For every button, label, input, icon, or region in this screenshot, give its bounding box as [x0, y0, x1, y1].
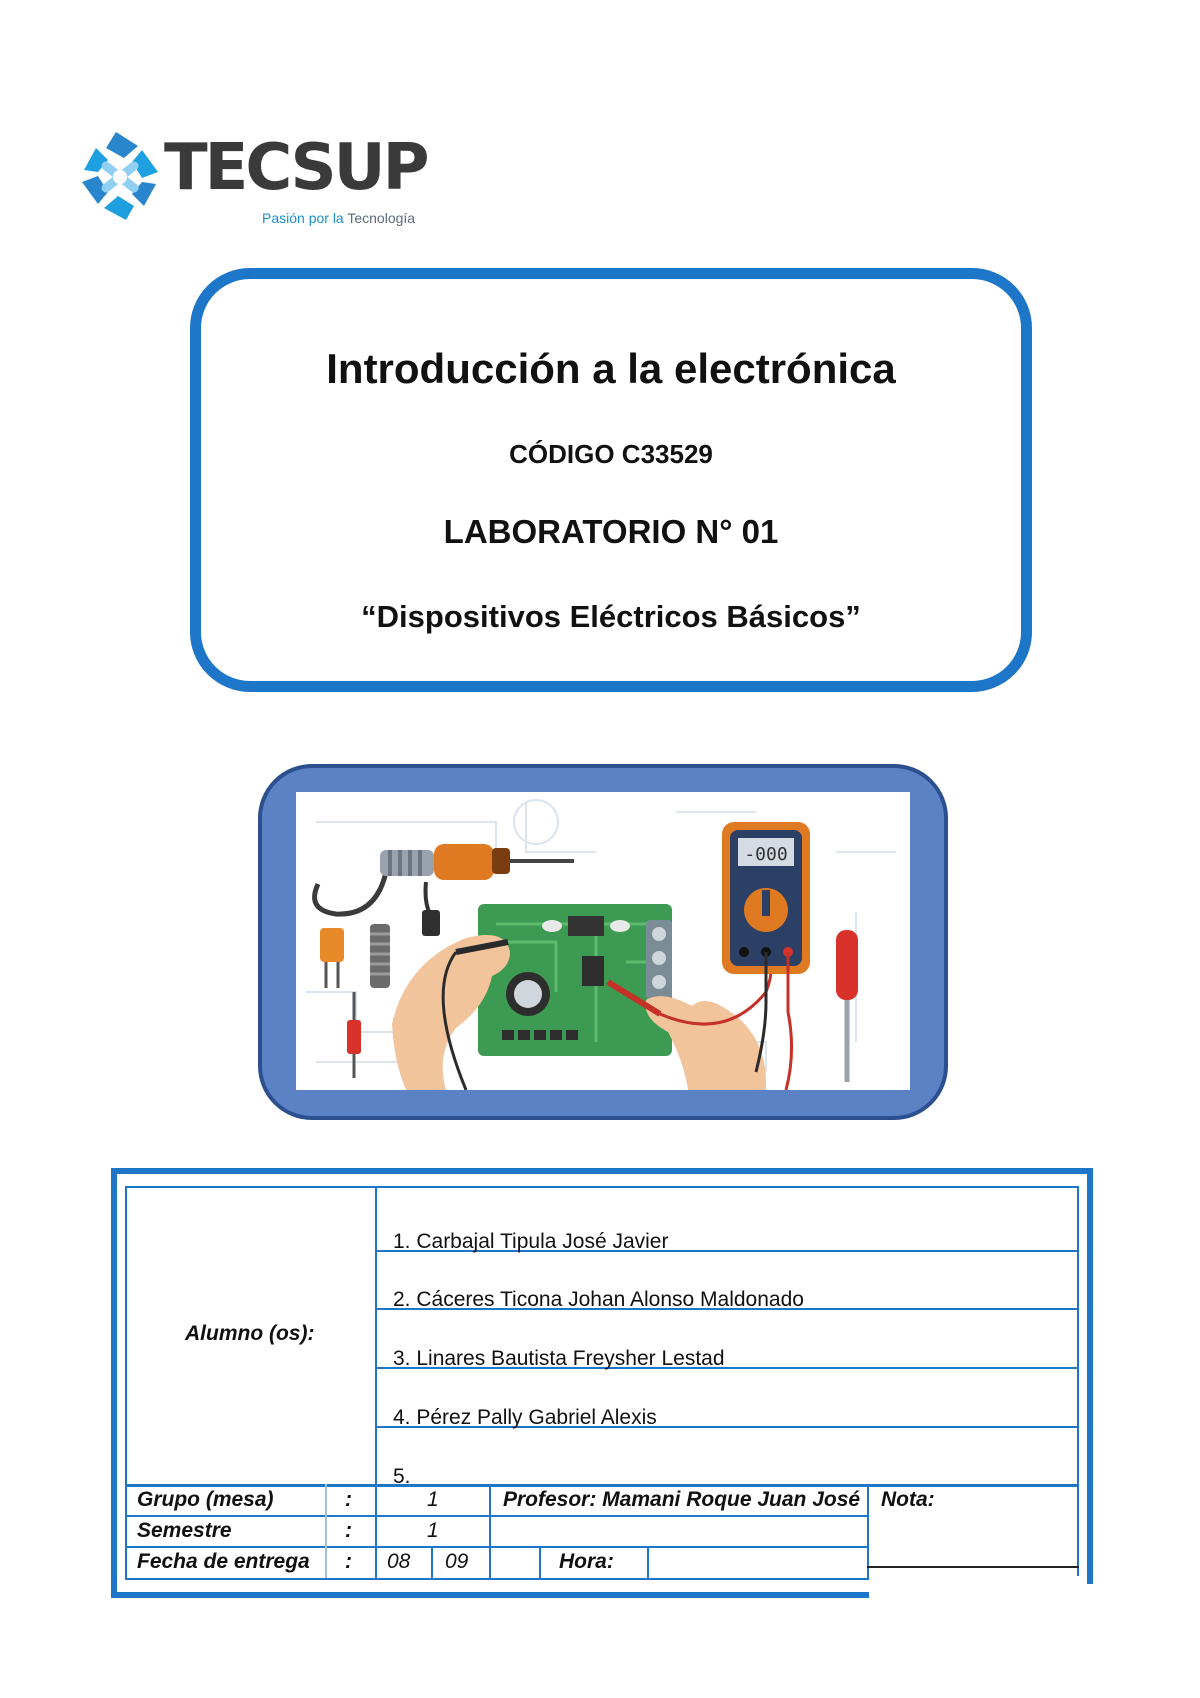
slogan-part-a: Pasión por la — [262, 210, 344, 226]
date-colon: : — [345, 1550, 352, 1573]
group-label: Grupo (mesa) — [137, 1488, 274, 1511]
student-5: 5. — [393, 1465, 411, 1488]
table-border-bottom — [111, 1592, 869, 1598]
date-row-line — [125, 1546, 869, 1548]
semester-label: Semestre — [137, 1519, 232, 1542]
hour-left-divider — [539, 1546, 541, 1578]
table-border-right — [1087, 1168, 1093, 1584]
label-column-divider — [375, 1186, 377, 1578]
student-2: 2. Cáceres Ticona Johan Alonso Maldonado — [393, 1288, 804, 1311]
grade-underline — [867, 1566, 1079, 1568]
inner-border-top — [125, 1186, 1079, 1188]
date-split-divider — [431, 1546, 433, 1578]
inner-border-right — [1077, 1186, 1079, 1576]
slogan-part-b: Tecnología — [347, 210, 416, 226]
lab-number: LABORATORIO N° 01 — [443, 513, 779, 550]
course-title: Introducción a la electrónica — [326, 345, 896, 392]
semester-row-line — [125, 1515, 869, 1517]
hour-value-divider — [647, 1546, 649, 1578]
multimeter-display: -000 — [744, 844, 788, 865]
inner-border-left — [125, 1186, 127, 1580]
table-border-left — [111, 1168, 117, 1598]
students-label: Alumno (os): — [185, 1322, 315, 1345]
date-day: 08 — [387, 1550, 411, 1573]
lab-name: “Dispositivos Eléctricos Básicos” — [361, 599, 861, 634]
student-4: 4. Pérez Pally Gabriel Alexis — [393, 1406, 657, 1429]
grade-label: Nota: — [881, 1488, 935, 1511]
electronics-workbench-icon — [296, 792, 910, 1090]
date-label: Fecha de entrega — [137, 1550, 310, 1573]
course-code: CÓDIGO C33529 — [509, 439, 713, 469]
group-value: 1 — [427, 1488, 439, 1511]
tecsup-logo — [76, 128, 436, 238]
professor-name: Profesor: Mamani Roque Juan José — [503, 1488, 861, 1511]
group-colon: : — [345, 1488, 352, 1511]
tecsup-slogan — [262, 210, 415, 226]
colon-column-divider — [325, 1484, 327, 1578]
table-border-top — [111, 1168, 1093, 1174]
hour-label: Hora: — [559, 1550, 614, 1573]
bottom-section-line — [125, 1484, 1079, 1487]
value-column-divider — [489, 1484, 491, 1578]
student-info-table — [111, 1168, 1093, 1598]
date-month: 09 — [445, 1550, 469, 1573]
semester-colon: : — [345, 1519, 352, 1542]
title-box — [190, 268, 1032, 692]
electronics-illustration — [296, 792, 910, 1090]
student-1: 1. Carbajal Tipula José Javier — [393, 1230, 669, 1253]
inner-border-bottom — [125, 1578, 869, 1580]
student-3: 3. Linares Bautista Freysher Lestad — [393, 1347, 725, 1370]
tecsup-emblem-icon — [76, 128, 166, 224]
tecsup-wordmark: TECSUP — [164, 131, 427, 205]
semester-value: 1 — [427, 1519, 439, 1542]
